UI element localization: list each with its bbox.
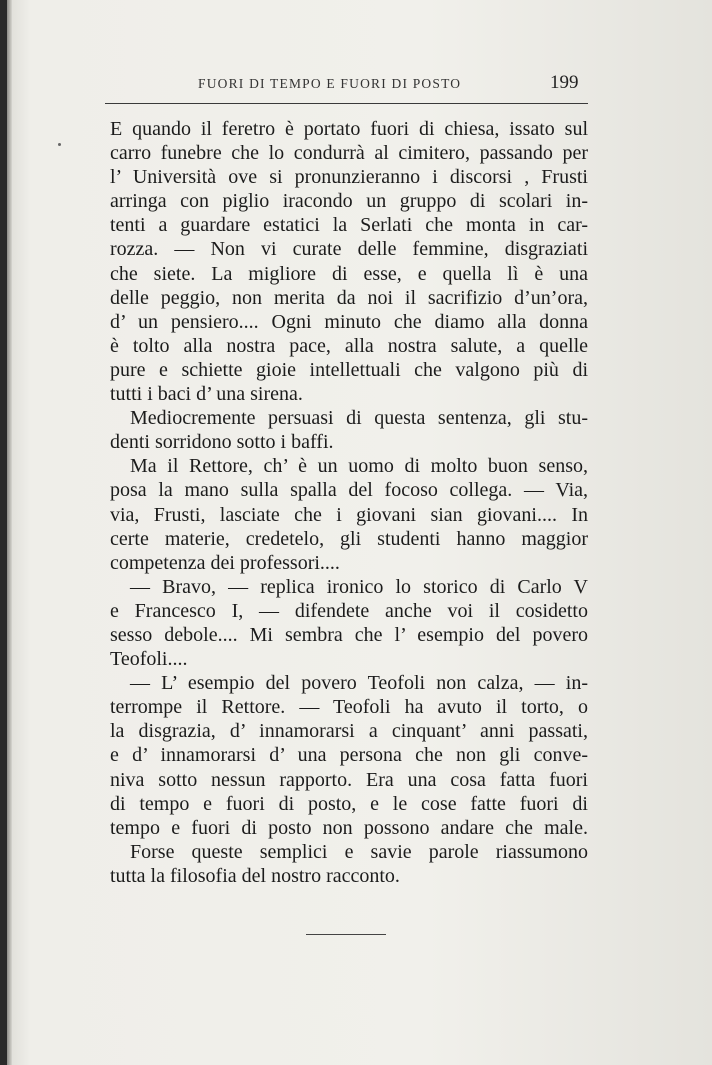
text-line: Mediocremente persuasi di questa sentenza, gli stu- [130, 407, 588, 430]
text-line: competenza dei professori.... [110, 551, 340, 574]
running-head: FUORI DI TEMPO E FUORI DI POSTO [198, 76, 462, 91]
end-rule [306, 934, 386, 935]
page-spine-edge [0, 0, 7, 1065]
text-line: e d’ innamorarsi d’ una persona che non gli conve- [110, 744, 588, 767]
body-text [110, 117, 588, 888]
page-number: 199 [550, 72, 579, 93]
text-line: certe materie, credetelo, gli studenti hanno maggior [110, 527, 588, 550]
text-line: è tolto alla nostra pace, alla nostra salute, a quelle [110, 334, 588, 357]
text-line: Forse queste semplici e savie parole riassumono [130, 840, 588, 863]
text-line: — L’ esempio del povero Teofoli non calza, — in- [130, 672, 588, 695]
text-line: carro funebre che lo condurrà al cimitero, passando per [110, 142, 588, 165]
text-line: d’ un pensiero.... Ogni minuto che diamo alla donna [110, 310, 588, 333]
header-rule [105, 103, 588, 104]
text-line: la disgrazia, d’ innamorarsi a cinquant’ anni passati, [110, 720, 588, 743]
ink-speck [58, 143, 61, 146]
text-line: terrompe il Rettore. — Teofoli ha avuto il torto, o [110, 696, 588, 719]
text-line: tutta la filosofia del nostro racconto. [110, 864, 400, 887]
text-line: di tempo e fuori di posto, e le cose fatte fuori di [110, 792, 588, 815]
text-line: denti sorridono sotto i baffi. [110, 431, 334, 454]
text-line: rozza. — Non vi curate delle femmine, disgraziati [110, 238, 588, 261]
text-line: Ma il Rettore, ch’ è un uomo di molto buon senso, [130, 455, 588, 478]
text-line: arringa con piglio iracondo un gruppo di scolari in- [110, 190, 588, 213]
text-line: Teofoli.... [110, 648, 188, 671]
text-line: sesso debole.... Mi sembra che l’ esempio del povero [110, 623, 588, 646]
text-line: che siete. La migliore di esse, e quella lì è una [110, 262, 588, 285]
text-line: tempo e fuori di posto non possono andare che male. [110, 816, 588, 839]
text-line: tutti i baci d’ una sirena. [110, 383, 303, 406]
text-line: pure e schiette gioie intellettuali che valgono più di [110, 358, 588, 381]
page-spine-shadow [7, 0, 12, 1065]
text-line: posa la mano sulla spalla del focoso collega. — Via, [110, 479, 588, 502]
text-line: l’ Università ove si pronunzieranno i discorsi , Frusti [110, 166, 588, 189]
text-line: delle peggio, non merita da noi il sacrifizio d’un’ora, [110, 286, 588, 309]
text-line: E quando il feretro è portato fuori di chiesa, issato sul [110, 118, 588, 140]
text-line: via, Frusti, lasciate che i giovani sian giovani.... In [110, 503, 588, 526]
text-line: niva sotto nessun rapporto. Era una cosa fatta fuori [110, 768, 588, 791]
text-line: e Francesco I, — difendete anche voi il cosidetto [110, 599, 588, 622]
text-line: — Bravo, — replica ironico lo storico di Carlo V [130, 575, 588, 598]
text-line: tenti a guardare estatici la Serlati che monta in car- [110, 214, 588, 237]
